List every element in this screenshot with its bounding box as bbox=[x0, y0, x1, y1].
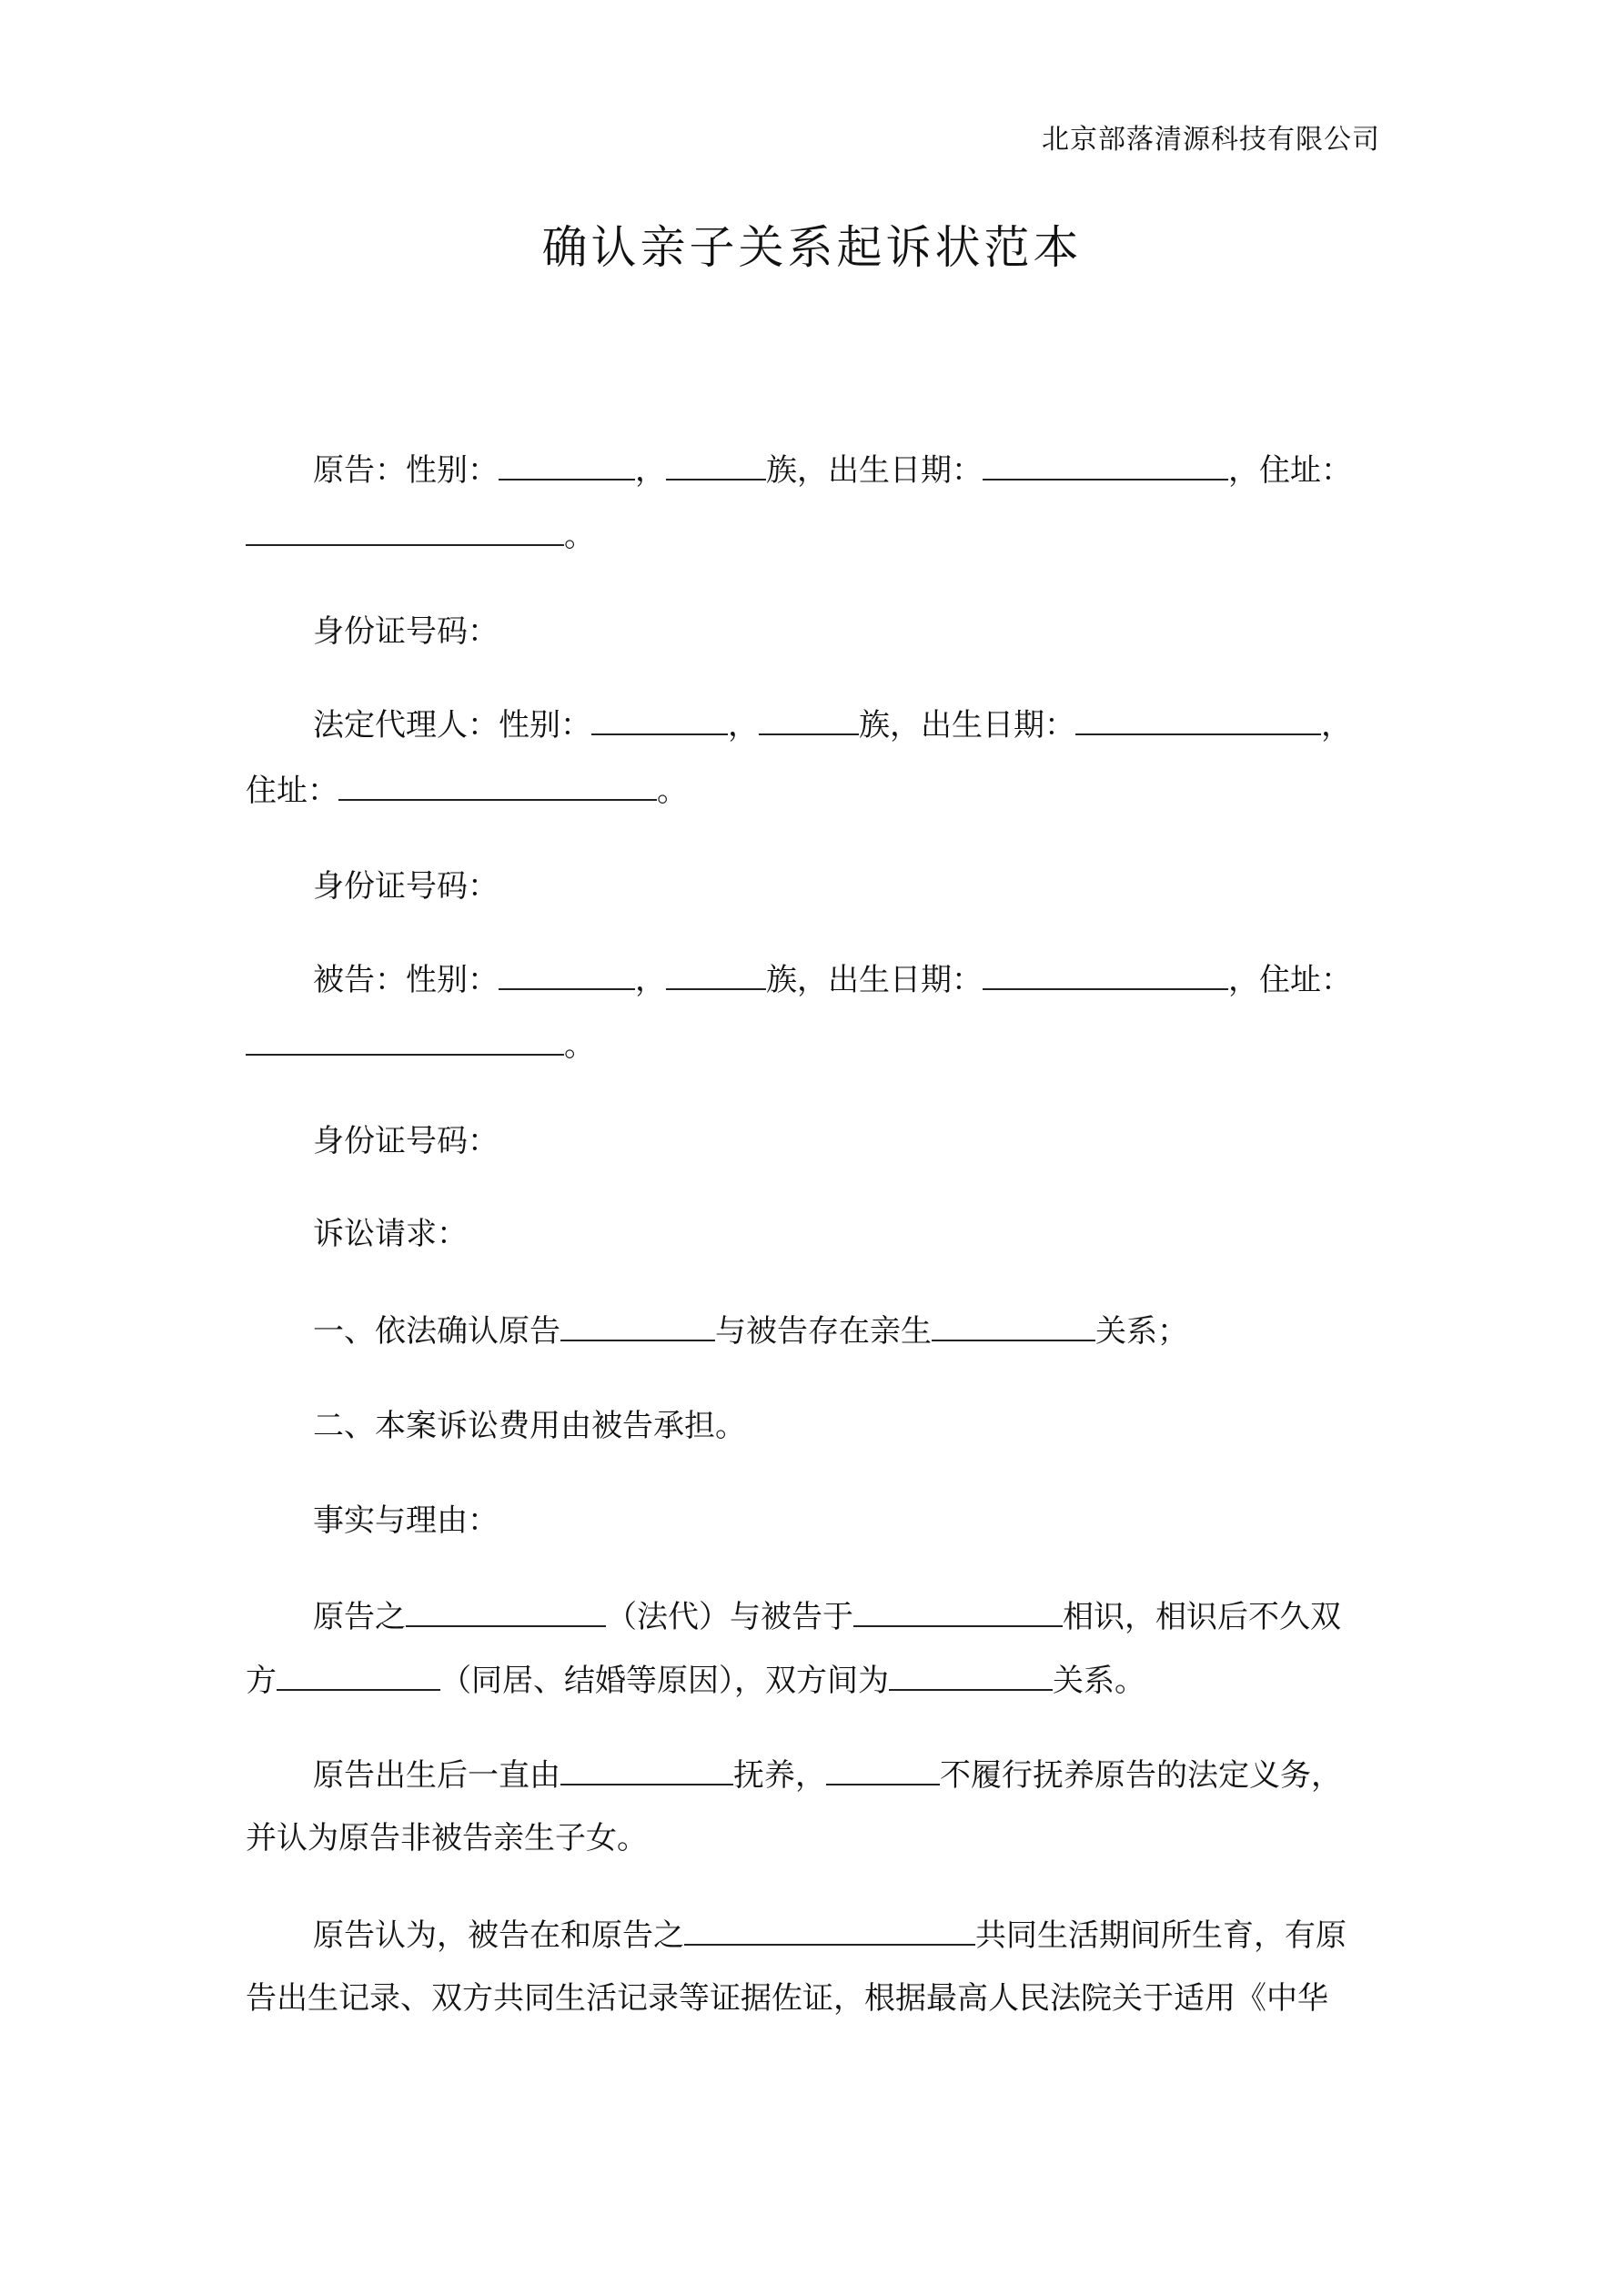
meet-date-blank[interactable] bbox=[853, 1598, 1063, 1627]
ethnicity-suffix: 族， bbox=[859, 707, 921, 743]
plaintiff-name-blank[interactable] bbox=[560, 1312, 715, 1341]
defendant-id-line: 身份证号码： bbox=[313, 1123, 499, 1159]
company-name: 北京部落清源科技有限公司 bbox=[1042, 124, 1380, 156]
ethnicity-suffix: 族， bbox=[766, 452, 828, 489]
facts-text: 原告之 bbox=[313, 1599, 406, 1635]
facts-paragraph-2-line-1 bbox=[246, 1756, 1342, 1794]
ethnicity-blank[interactable] bbox=[666, 451, 766, 480]
facts-text: （同居、结婚等原因），双方间为 bbox=[440, 1663, 889, 1699]
facts-paragraph-1-line-2 bbox=[246, 1662, 1145, 1699]
address-blank[interactable] bbox=[246, 517, 564, 546]
period: 。 bbox=[657, 773, 688, 809]
facts-text: 共同生活期间所生育，有原 bbox=[975, 1917, 1347, 1954]
claim-text: 一、依法确认原告 bbox=[313, 1313, 560, 1350]
document-title: 确认亲子关系起诉状范本 bbox=[541, 221, 1083, 274]
ethnicity-blank[interactable] bbox=[759, 706, 859, 735]
defendant-label: 被告： bbox=[313, 962, 406, 998]
gender-label: 性别： bbox=[499, 707, 591, 743]
facts-text: 不履行抚养原告的法定义务， bbox=[940, 1757, 1342, 1794]
period: 。 bbox=[564, 1027, 595, 1064]
claim-item-1 bbox=[246, 1312, 1188, 1350]
ethnicity-blank[interactable] bbox=[666, 961, 766, 990]
relation-type-blank[interactable] bbox=[889, 1662, 1053, 1691]
guardian-label: 法定代理人： bbox=[313, 707, 499, 743]
plaintiff-address-line bbox=[246, 517, 595, 554]
claim-text: 与被告存在亲生 bbox=[715, 1313, 932, 1350]
facts-paragraph-2-line-2: 并认为原告非被告亲生子女。 bbox=[246, 1820, 648, 1856]
guardian-name-blank[interactable] bbox=[406, 1598, 606, 1627]
claim-text: 关系； bbox=[1095, 1313, 1188, 1350]
gender-label: 性别： bbox=[406, 452, 499, 489]
cohabit-period-blank[interactable] bbox=[684, 1917, 975, 1946]
plaintiff-label: 原告： bbox=[313, 452, 406, 489]
dob-label: 出生日期： bbox=[828, 962, 983, 998]
ethnicity-suffix: 族， bbox=[766, 962, 828, 998]
facts-paragraph-1-line-1 bbox=[246, 1598, 1341, 1635]
facts-heading: 事实与理由： bbox=[313, 1502, 499, 1539]
dob-blank[interactable] bbox=[1075, 706, 1321, 735]
claim-item-2: 二、本案诉讼费用由被告承担。 bbox=[313, 1408, 746, 1444]
defendant-address-line bbox=[246, 1027, 595, 1064]
facts-text: 原告出生后一直由 bbox=[313, 1757, 560, 1794]
gender-label: 性别： bbox=[406, 962, 499, 998]
facts-paragraph-3-line-2: 告出生记录、双方共同生活记录等证据佐证，根据最高人民法院关于适用《中华 bbox=[246, 1980, 1328, 2017]
address-label: 住址： bbox=[1259, 962, 1352, 998]
plaintiff-id-line: 身份证号码： bbox=[313, 613, 499, 650]
dob-label: 出生日期： bbox=[828, 452, 983, 489]
gender-blank[interactable] bbox=[591, 706, 728, 735]
comma: ， bbox=[635, 452, 666, 489]
caregiver-blank[interactable] bbox=[560, 1756, 733, 1785]
facts-text: 相识，相识后不久双 bbox=[1063, 1599, 1341, 1635]
address-label: 住址： bbox=[1259, 452, 1352, 489]
facts-text: 关系。 bbox=[1053, 1663, 1145, 1699]
facts-text: 原告认为，被告在和原告之 bbox=[313, 1917, 684, 1954]
plaintiff-line bbox=[246, 451, 1352, 489]
period: 。 bbox=[564, 518, 595, 554]
dob-label: 出生日期： bbox=[921, 707, 1075, 743]
defaulter-blank[interactable] bbox=[826, 1756, 940, 1785]
guardian-address-line bbox=[246, 772, 688, 809]
gender-blank[interactable] bbox=[499, 451, 635, 480]
comma: ， bbox=[1228, 452, 1259, 489]
facts-text: （法代）与被告于 bbox=[606, 1599, 853, 1635]
comma: ， bbox=[635, 962, 666, 998]
gender-blank[interactable] bbox=[499, 961, 635, 990]
address-label: 住址： bbox=[246, 773, 338, 809]
guardian-id-line: 身份证号码： bbox=[313, 868, 499, 905]
relationship-blank[interactable] bbox=[932, 1312, 1095, 1341]
guardian-line bbox=[246, 706, 1352, 743]
dob-blank[interactable] bbox=[983, 451, 1228, 480]
comma: ， bbox=[728, 707, 759, 743]
defendant-line bbox=[246, 961, 1352, 998]
facts-text: 方 bbox=[246, 1663, 277, 1699]
facts-text: 抚养， bbox=[733, 1757, 826, 1794]
cohabit-reason-blank[interactable] bbox=[277, 1662, 440, 1691]
address-blank[interactable] bbox=[246, 1027, 564, 1056]
dob-blank[interactable] bbox=[983, 961, 1228, 990]
claims-heading: 诉讼请求： bbox=[313, 1216, 468, 1252]
address-blank[interactable] bbox=[338, 772, 657, 801]
comma: ， bbox=[1228, 962, 1259, 998]
facts-paragraph-3-line-1 bbox=[246, 1917, 1347, 1954]
comma: ， bbox=[1321, 707, 1352, 743]
